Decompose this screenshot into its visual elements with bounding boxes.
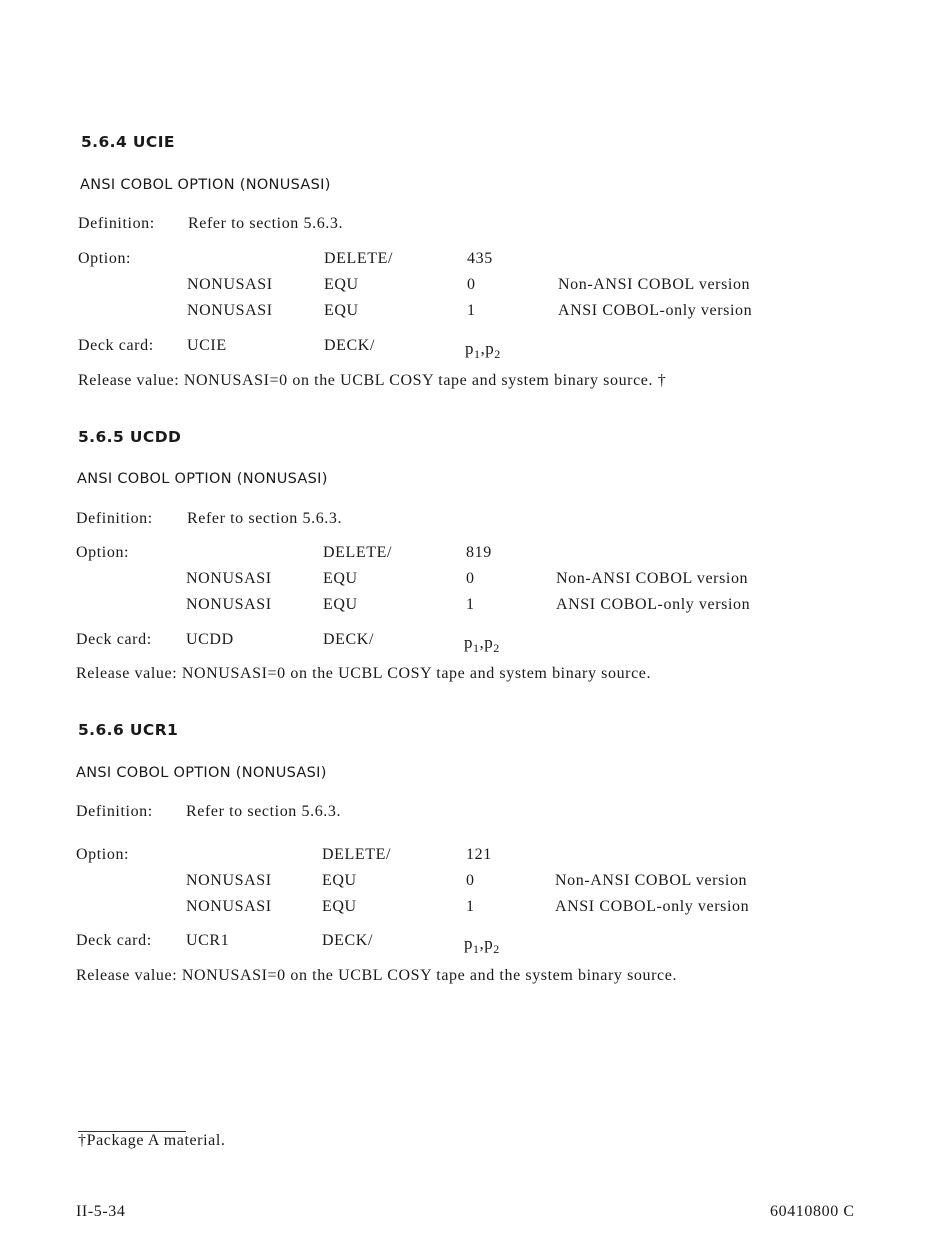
deck-card-params: $p_1,p_2$	[465, 339, 501, 361]
option-row-op: EQU	[323, 570, 358, 587]
option-row-name: NONUSASI	[186, 570, 272, 587]
release-value: Release value: NONUSASI=0 on the UCBL COSY tape and the system binary source.	[76, 967, 678, 984]
definition-text: Refer to section 5.6.3.	[188, 215, 344, 232]
page-number: II-5-34	[76, 1203, 126, 1220]
option-row-name: NONUSASI	[187, 276, 273, 293]
option-header-keyword: DELETE/	[322, 846, 392, 863]
deck-card-name: UCIE	[187, 337, 227, 354]
option-row-op: EQU	[323, 596, 358, 613]
section-subheading: ANSI COBOL OPTION (NONUSASI)	[76, 765, 327, 781]
option-label: Option:	[76, 846, 130, 863]
option-label: Option:	[76, 544, 130, 561]
option-header-value: 819	[466, 544, 492, 561]
option-row-value: 0	[467, 276, 476, 293]
option-row-desc: ANSI COBOL-only version	[556, 596, 751, 613]
option-row-desc: Non-ANSI COBOL version	[558, 276, 751, 293]
section-heading: 5.6.4 UCIE	[81, 133, 175, 151]
option-header-keyword: DELETE/	[323, 544, 393, 561]
option-row-op: EQU	[322, 872, 357, 889]
deck-card-params: $p_1,p_2$	[464, 633, 500, 655]
option-row-name: NONUSASI	[186, 898, 272, 915]
deck-card-label: Deck card:	[76, 932, 152, 949]
release-value: Release value: NONUSASI=0 on the UCBL COSY tape and system binary source.	[76, 665, 652, 682]
definition-text: Refer to section 5.6.3.	[187, 510, 343, 527]
definition-text: Refer to section 5.6.3.	[186, 803, 342, 820]
option-row-op: EQU	[324, 302, 359, 319]
option-header-value: 121	[466, 846, 492, 863]
option-row-value: 0	[466, 570, 475, 587]
option-row-desc: Non-ANSI COBOL version	[555, 872, 748, 889]
option-row-name: NONUSASI	[186, 596, 272, 613]
release-value: Release value: NONUSASI=0 on the UCBL COSY tape and system binary source. †	[78, 372, 667, 389]
definition-label: Definition:	[78, 215, 155, 232]
deck-card-label: Deck card:	[76, 631, 152, 648]
section-heading: 5.6.5 UCDD	[78, 428, 182, 446]
deck-card-name: UCR1	[186, 932, 230, 949]
deck-card-keyword: DECK/	[322, 932, 373, 949]
section-subheading: ANSI COBOL OPTION (NONUSASI)	[77, 471, 328, 487]
option-row-op: EQU	[324, 276, 359, 293]
deck-card-keyword: DECK/	[324, 337, 375, 354]
option-label: Option:	[78, 250, 132, 267]
option-row-value: 1	[466, 898, 475, 915]
section-heading: 5.6.6 UCR1	[78, 721, 179, 739]
option-row-value: 1	[467, 302, 476, 319]
deck-card-name: UCDD	[186, 631, 234, 648]
deck-card-keyword: DECK/	[323, 631, 374, 648]
option-row-desc: Non-ANSI COBOL version	[556, 570, 749, 587]
option-row-op: EQU	[322, 898, 357, 915]
definition-label: Definition:	[76, 803, 153, 820]
option-row-name: NONUSASI	[186, 872, 272, 889]
option-header-keyword: DELETE/	[324, 250, 394, 267]
option-row-value: 1	[466, 596, 475, 613]
option-row-desc: ANSI COBOL-only version	[558, 302, 753, 319]
document-number: 60410800 C	[770, 1203, 855, 1220]
option-row-value: 0	[466, 872, 475, 889]
footnote: †Package A material.	[78, 1132, 226, 1149]
option-row-desc: ANSI COBOL-only version	[555, 898, 750, 915]
section-subheading: ANSI COBOL OPTION (NONUSASI)	[80, 177, 331, 193]
option-header-value: 435	[467, 250, 493, 267]
option-row-name: NONUSASI	[187, 302, 273, 319]
definition-label: Definition:	[76, 510, 153, 527]
deck-card-params: $p_1,p_2$	[464, 934, 500, 956]
deck-card-label: Deck card:	[78, 337, 154, 354]
